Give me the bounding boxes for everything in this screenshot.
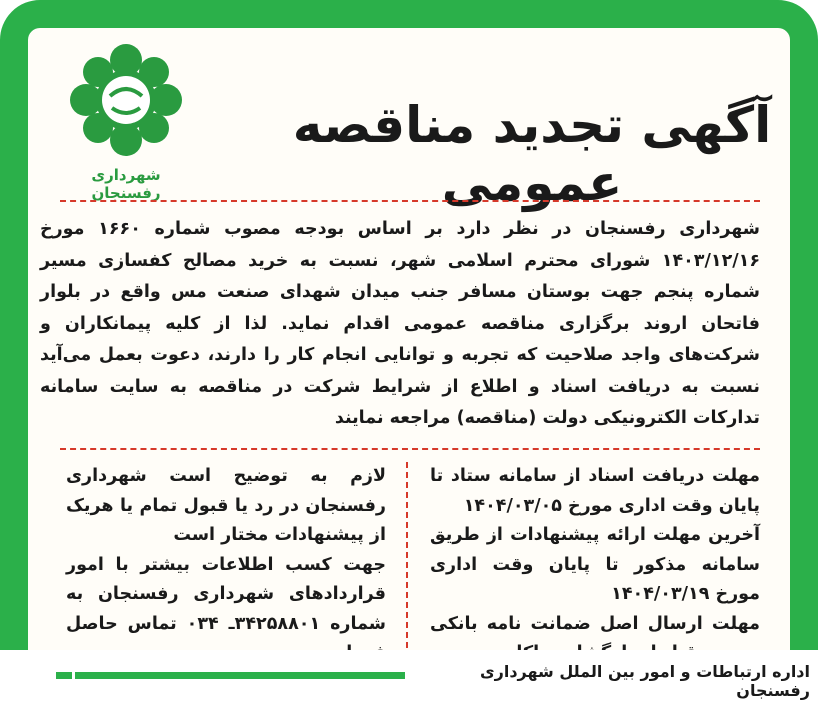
middle-divider: [60, 448, 760, 450]
notice-panel: [28, 28, 790, 673]
footer-line: [75, 672, 405, 679]
deadlines-column: [430, 462, 760, 669]
municipality-flower-logo-icon: [66, 38, 186, 163]
footer-line-cap: [56, 672, 72, 679]
page-title: آگهی تجدید مناقصه عمومی: [292, 96, 772, 212]
contact-note: جهت کسب اطلاعات بیشتر با امور قراردادهای شهرداری رفسنجان به شماره ۳۴۲۵۸۸۰۱ـ ۰۳۴ تماس حاصل: [66, 554, 387, 634]
logo-caption: شهرداری رفسنجان: [91, 166, 161, 202]
rights-note: لازم به توضیح است شهرداری رفسنجان در رد یا قبول تمام یا هریک از پیشنهادات مختار است: [66, 466, 386, 545]
guarantee-deadline: مهلت ارسال اصل ضمانت نامه بانکی: [430, 613, 760, 634]
top-divider: [60, 200, 760, 202]
column-divider: [406, 462, 408, 648]
logo: [66, 38, 186, 202]
main-paragraph: شهرداری رفسنجان در نظر دارد بر اساس بودجه مصوب شماره ۱۶۶۰ مورخ ۱۴۰۳/۱۲/۱۶ شورای محترم اسلامی شهر، نسبت به خرید مصالح کفسازی مسیر شماره پنجم جهت بوستان مسافر جنب میدان شهدای صنعت مس واقع در بلوار فاتحان اروند برگزاری مناقصه عمومی اقدام نماید. لذا از کلیه پیمانکاران و شرکت‌های واجد صلاحیت که تجربه و توانایی انجام کار را دارند، دعوت بعمل می‌آید نسبت به دریافت اسناد و اطلاع از شرایط شرکت در مناقصه به سایت سامانه تدارکات الکترونیکی دولت (مناقصه) مراجعه نمایند: [40, 219, 760, 428]
documents-deadline: مهلت دریافت اسناد از سامانه ستاد تا پایان وقت اداری مورخ ۱۴۰۴/۰۳/۰۵: [430, 466, 760, 516]
notes-column: [66, 462, 386, 669]
proposals-deadline: آخرین مهلت ارائه پیشنهادات از طریق سامانه مذکور تا پایان وقت اداری مورخ ۱۴۰۴/۰۳/۱۹: [430, 525, 760, 604]
footer-text: اداره ارتباطات و امور بین الملل شهرداری رفسنجان: [479, 662, 810, 700]
